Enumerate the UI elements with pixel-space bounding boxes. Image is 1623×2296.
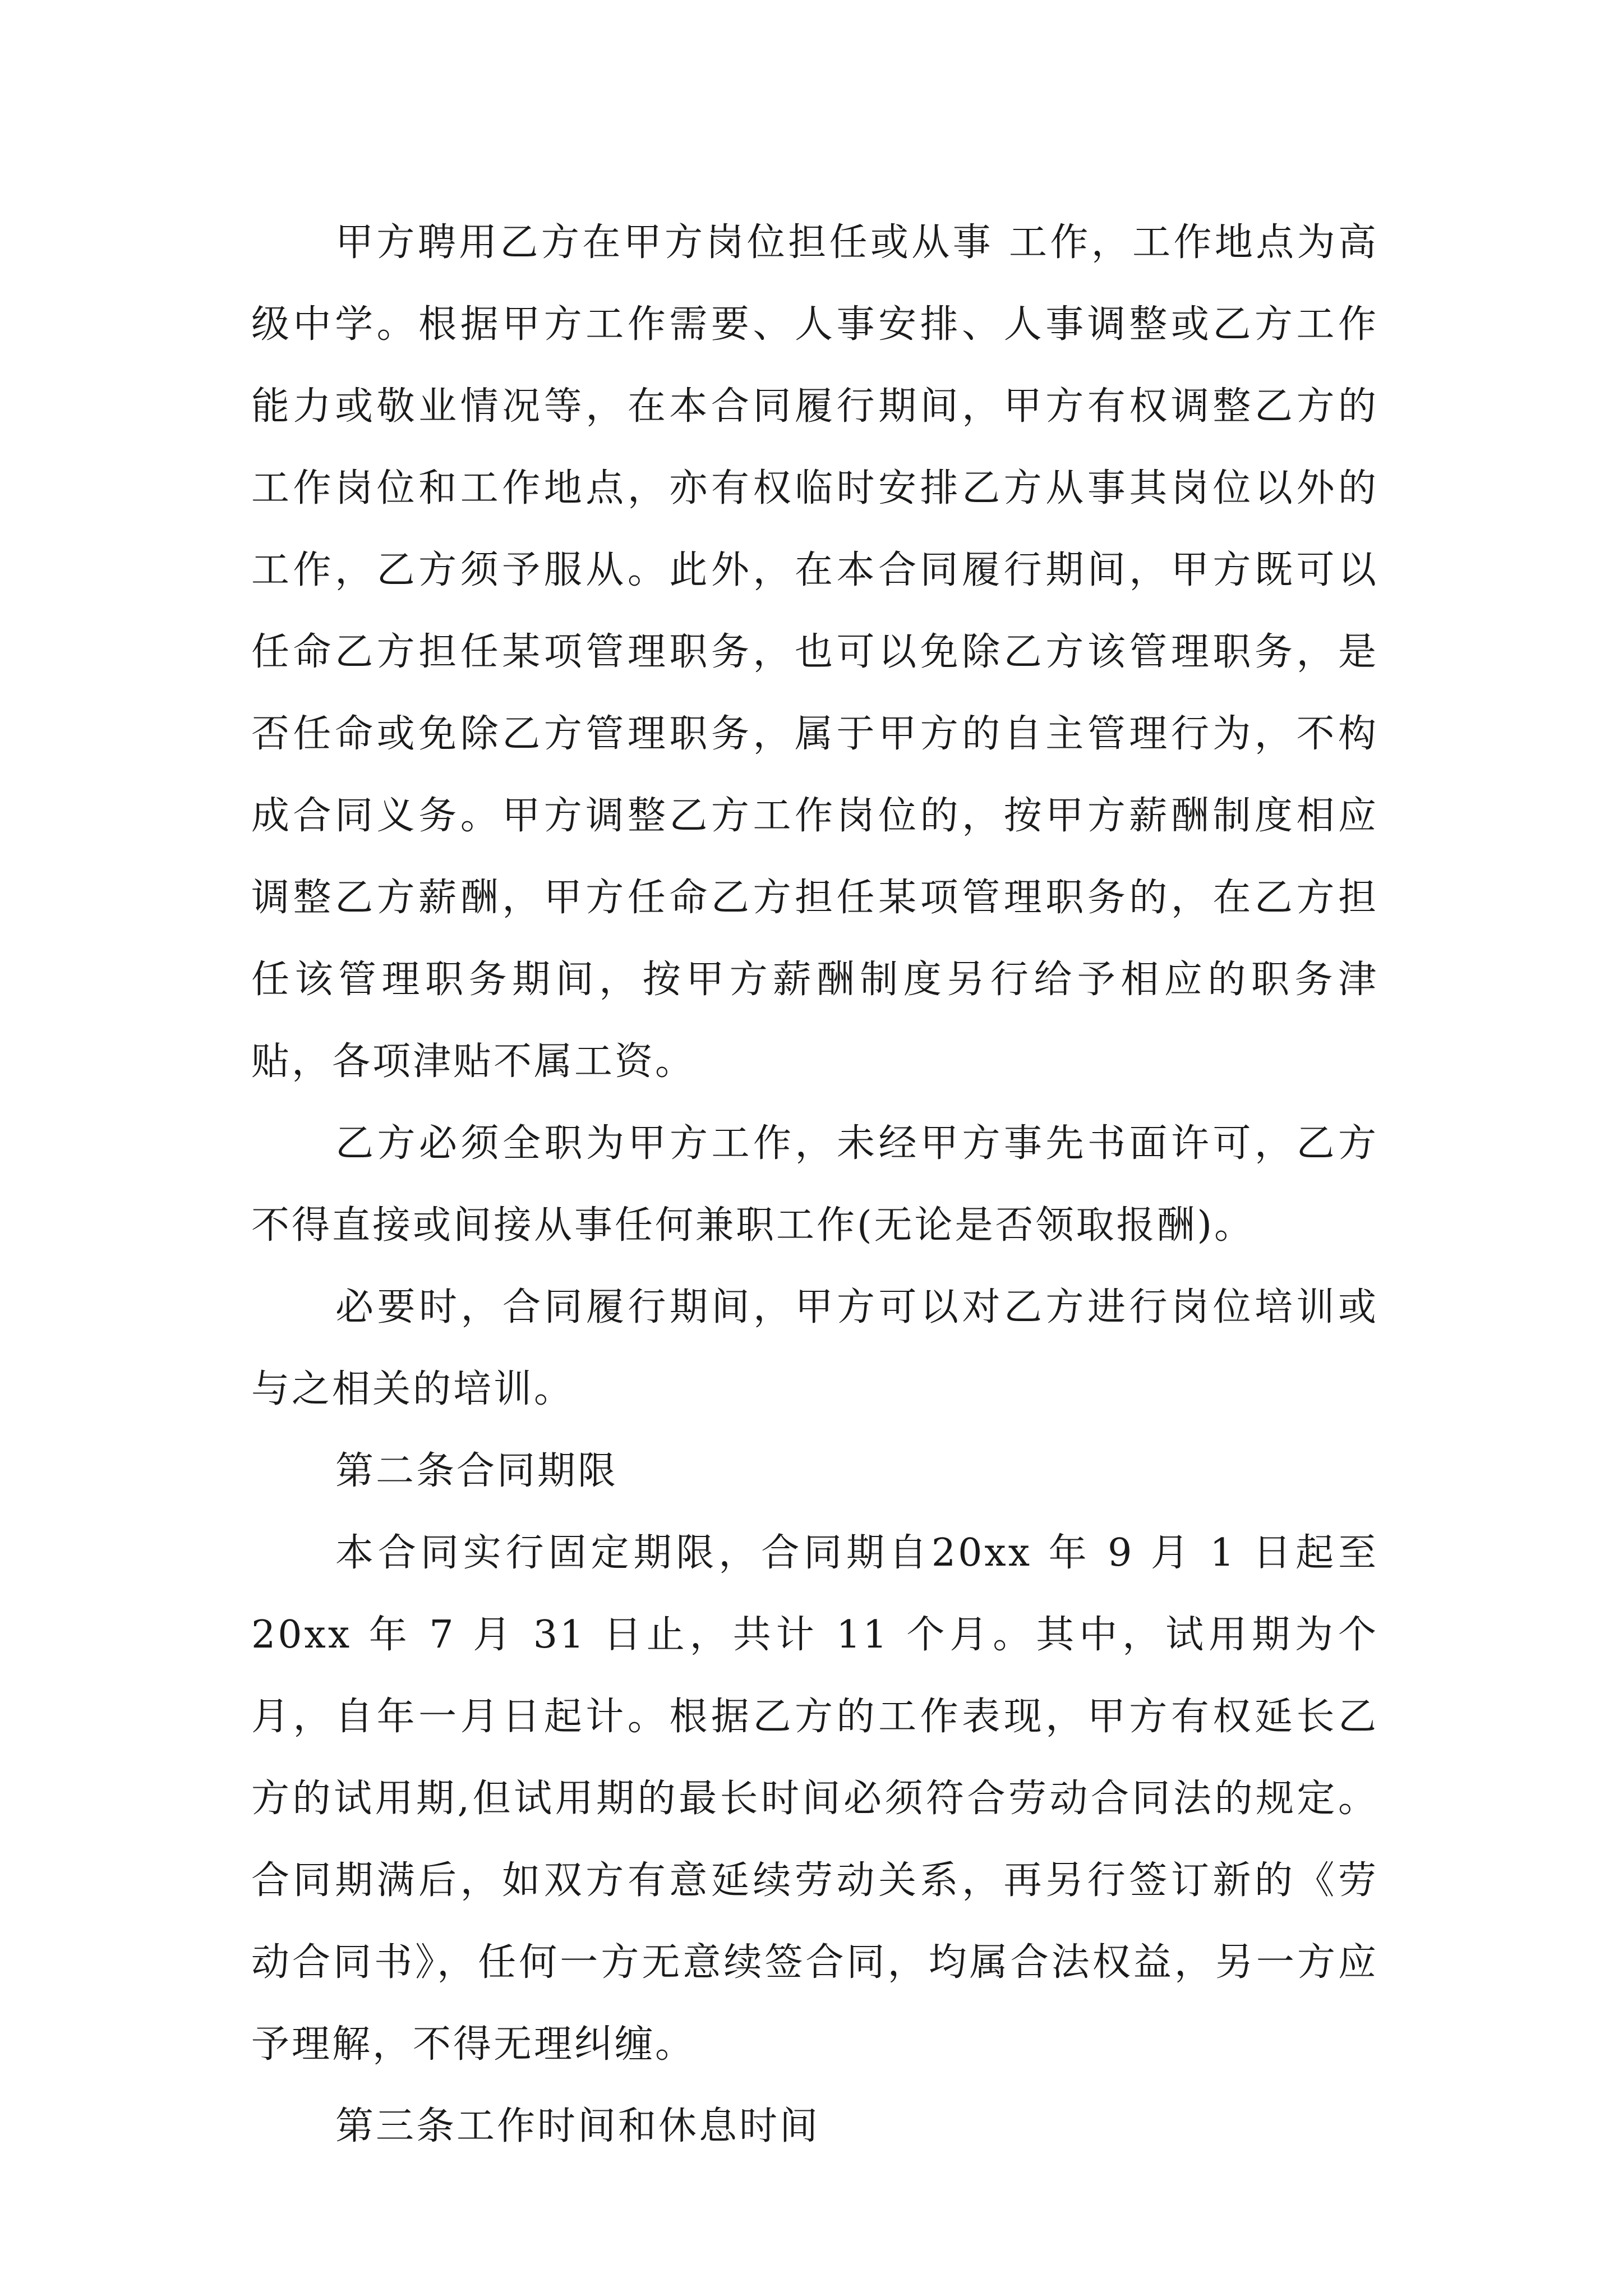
paragraph-training: 必要时，合同履行期间，甲方可以对乙方进行岗位培训或与之相关的培训。 — [251, 1285, 1378, 1411]
paragraph-contract-term: 本合同实行固定期限，合同期自20xx 年 9 月 1 日起至20xx 年 7 月 31 日止，共计 11 个月。其中，试用期为个月，自年一月日起计。根据乙方的工作表现，甲方有权延长乙方的试用期,但试用期的最长时间必须符合劳动合同法的规定。合同期满后，如双方有意延续劳动关系，再另行签订新的《劳动合同书》，任何一方无意续签合同，均属合法权益，另一方应予理解，不得无理纠缠。 — [251, 1531, 1378, 2067]
document-body — [251, 202, 1378, 2168]
paragraph-full-time: 乙方必须全职为甲方工作，未经甲方事先书面许可，乙方不得直接或间接从事任何兼职工作(无论是否领取报酬)。 — [251, 1121, 1378, 1248]
paragraph-job-position: 甲方聘用乙方在甲方岗位担任或从事 工作，工作地点为高级中学。根据甲方工作需要、人事安排、人事调整或乙方工作能力或敬业情况等，在本合同履行期间，甲方有权调整乙方的工作岗位和工作地点，亦有权临时安排乙方从事其岗位以外的工作，乙方须予服从。此外，在本合同履行期间，甲方既可以任命乙方担任某项管理职务，也可以免除乙方该管理职务，是否任命或免除乙方管理职务，属于甲方的自主管理行为，不构成合同义务。甲方调整乙方工作岗位的，按甲方薪酬制度相应调整乙方薪酬，甲方任命乙方担任某项管理职务的，在乙方担任该管理职务期间，按甲方薪酬制度另行给予相应的职务津贴，各项津贴不属工资。 — [251, 220, 1378, 1084]
section-heading-contract-term: 第二条合同期限 — [335, 1449, 619, 1493]
section-heading-working-hours: 第三条工作时间和休息时间 — [335, 2104, 820, 2148]
